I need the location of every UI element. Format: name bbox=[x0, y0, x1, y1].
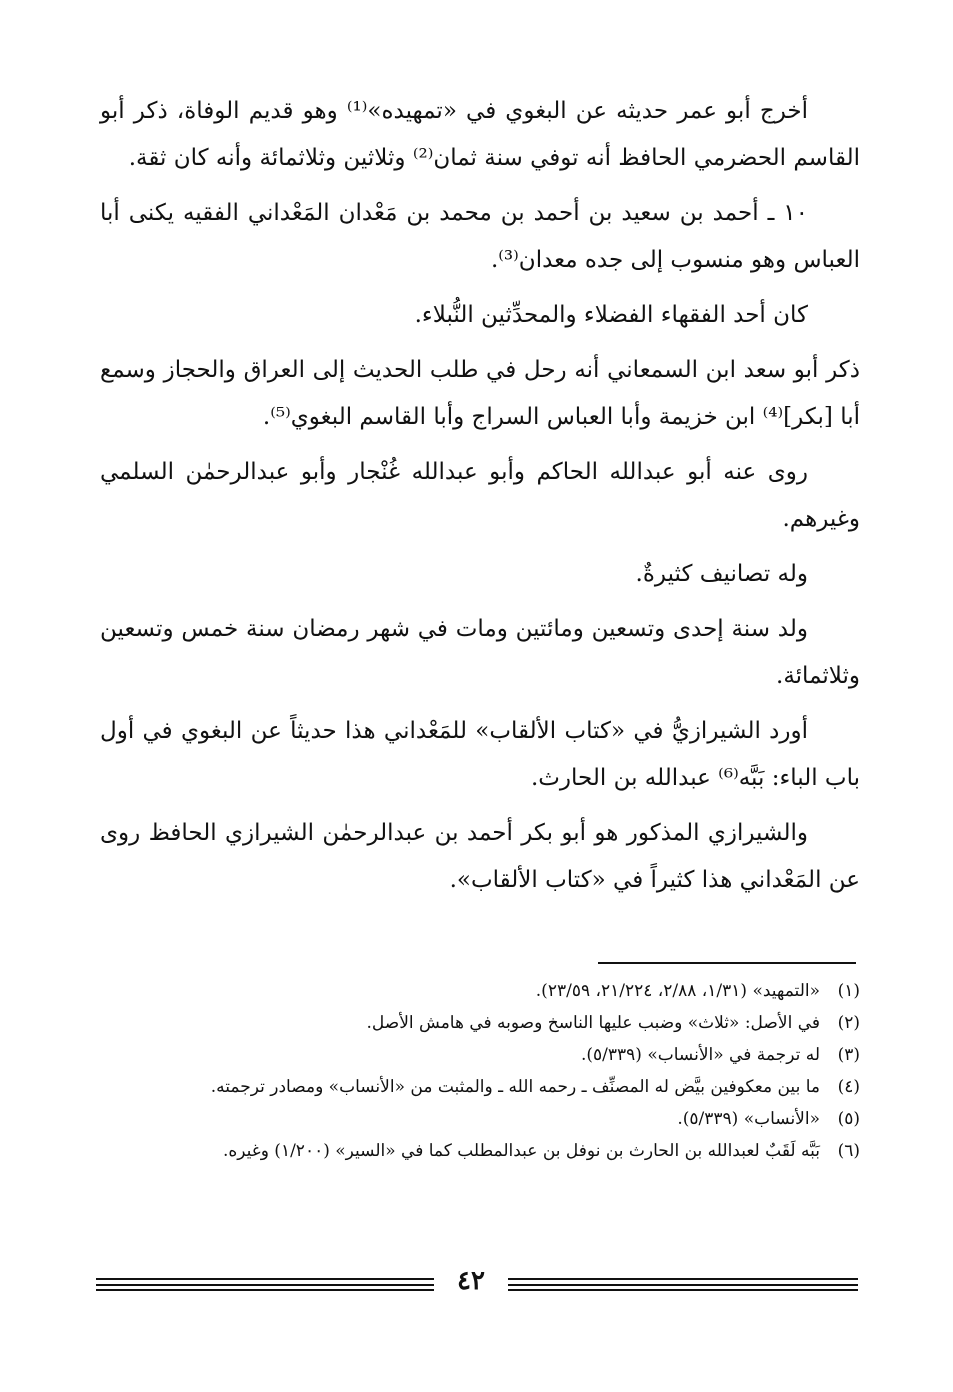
paragraph: ولد سنة إحدى وتسعين ومائتين ومات في شهر رمضان سنة خمس وتسعين وثلاثمائة. bbox=[100, 616, 860, 689]
paragraph: ١٠ ـ أحمد بن سعيد بن أحمد بن محمد بن مَعْدان المَعْداني الفقيه يكنى أبا العباس وهو منسوب إلى جده معدان⁽³⁾. bbox=[100, 200, 860, 273]
footnote-item bbox=[96, 1007, 860, 1039]
footnote-item bbox=[96, 1071, 860, 1103]
footnote-item bbox=[96, 1103, 860, 1135]
footnote-item bbox=[96, 975, 860, 1007]
footnote-text: ما بين معكوفين بيَّض له المصنِّف ـ رحمه الله ـ والمثبت من «الأنساب» ومصادر ترجمته. bbox=[210, 1077, 820, 1097]
page-number: ٤٢ bbox=[457, 1266, 485, 1296]
footnotes bbox=[96, 975, 860, 1167]
footnote-number: (٦) bbox=[837, 1141, 860, 1161]
footnote-text: «التمهيد» (١/٣١، ٢/٨٨، ٢١/٢٢٤، ٢٣/٥٩). bbox=[535, 981, 820, 1001]
paragraph: والشيرازي المذكور هو أبو بكر أحمد بن عبدالرحمٰن الشيرازي الحافظ روى عن المَعْداني هذا كثيراً في «كتاب الألقاب». bbox=[100, 820, 860, 893]
main-text bbox=[100, 88, 860, 912]
footnote-separator bbox=[598, 962, 856, 964]
footer-rule-left bbox=[96, 1278, 434, 1291]
footnote-number: (١) bbox=[837, 981, 860, 1001]
footnote-number: (٢) bbox=[837, 1013, 860, 1033]
footnote-text: «الأنساب» (٥/٣٣٩). bbox=[677, 1109, 820, 1129]
footnote-item bbox=[96, 1135, 860, 1167]
paragraph: روى عنه أبو عبدالله الحاكم وأبو عبدالله غُنْجار وأبو عبدالرحمٰن السلمي وغيرهم. bbox=[100, 459, 860, 532]
paragraph: أورد الشيرازيُّ في «كتاب الألقاب» للمَعْداني هذا حديثاً عن البغوي في أول باب الباء: بَبَّه⁽⁶⁾ عبدالله بن الحارث. bbox=[100, 718, 860, 791]
footnote-text: بَبَّه لَقَبٌ لعبدالله بن الحارث بن نوفل بن عبدالمطلب كما في «السير» (١/٢٠٠) وغيره. bbox=[222, 1141, 820, 1161]
footnote-item bbox=[96, 1039, 860, 1071]
paragraph: ذكر أبو سعد ابن السمعاني أنه رحل في طلب الحديث إلى العراق والحجاز وسمع أبا [بكر]⁽⁴⁾ ابن خزيمة وأبا العباس السراج وأبا القاسم البغوي⁽⁵⁾. bbox=[100, 357, 860, 430]
paragraph: أخرج أبو عمر حديثه عن البغوي في «تمهيده»⁽¹⁾ وهو قديم الوفاة، ذكر أبو القاسم الحضرمي الحافظ أنه توفي سنة ثمان⁽²⁾ وثلاثين وثلاثمائة وأنه كان ثقة. bbox=[100, 98, 860, 171]
paragraph: كان أحد الفقهاء الفضلاء والمحدِّثين النُّبلاء. bbox=[414, 302, 808, 328]
footnote-text: له ترجمة في «الأنساب» (٥/٣٣٩). bbox=[580, 1045, 820, 1065]
footer-rule-right bbox=[508, 1278, 858, 1291]
footnote-number: (٣) bbox=[837, 1045, 860, 1065]
footnote-text: في الأصل: «ثلاث» وضبب عليها الناسخ وصوبه في هامش الأصل. bbox=[366, 1013, 820, 1033]
footnote-number: (٤) bbox=[837, 1077, 860, 1097]
footnote-number: (٥) bbox=[837, 1109, 860, 1129]
paragraph: وله تصانيف كثيرةٌ. bbox=[635, 561, 808, 587]
